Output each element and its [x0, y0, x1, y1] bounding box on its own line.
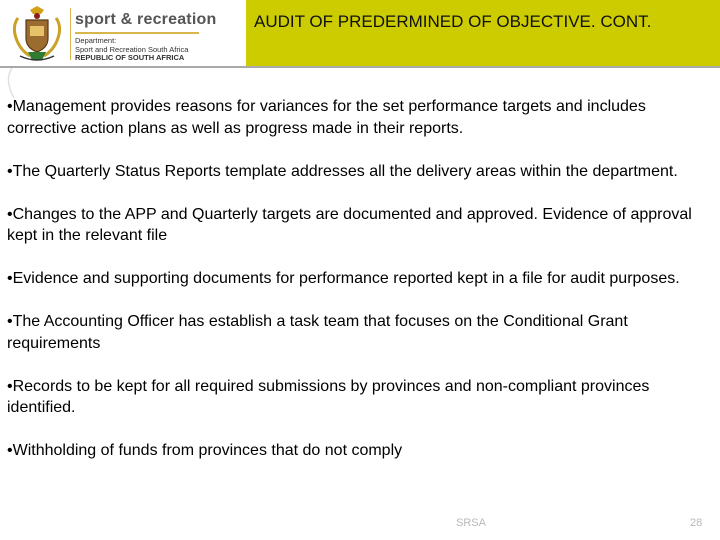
- logo-divider: [70, 8, 71, 60]
- bullet-item: •The Quarterly Status Reports template addresses all the delivery areas within the department.: [7, 162, 678, 180]
- slide-header: [0, 0, 720, 68]
- bullet-item: •Withholding of funds from provinces that do not comply: [7, 442, 403, 459]
- department-line-3: REPUBLIC OF SOUTH AFRICA: [75, 53, 185, 62]
- bullet-item: •Evidence and supporting documents for performance reported kept in a file for audit purposes.: [7, 270, 680, 287]
- bullet-list: [7, 96, 707, 483]
- bullet-item: •Changes to the APP and Quarterly targets are documented and approved. Evidence of approval kept in the relevant file: [7, 205, 692, 244]
- page-number: 28: [690, 517, 703, 529]
- title-banner: [246, 0, 720, 66]
- header-divider: [0, 66, 720, 68]
- coat-of-arms-icon: [8, 4, 66, 64]
- footer-label: SRSA: [456, 517, 486, 529]
- bullet-item: •The Accounting Officer has establish a task team that focuses on the Conditional Grant requirements: [7, 313, 628, 352]
- department-line-2: Sport and Recreation South Africa: [75, 44, 189, 54]
- department-text: [75, 37, 188, 63]
- department-logo: [0, 0, 246, 68]
- department-line-1: Department:: [75, 36, 117, 45]
- bullet-item: •Records to be kept for all required submissions by provinces and non-compliant provinces identified.: [7, 377, 650, 416]
- brand-name: sport & recreation: [75, 11, 217, 28]
- slide-title: AUDIT OF PREDERMINED OF OBJECTIVE. CONT.: [254, 12, 652, 31]
- brand-underline: [75, 32, 199, 34]
- decorative-curve: [0, 68, 24, 98]
- bullet-item: •Management provides reasons for variances for the set performance targets and includes corrective action plans as well as progress made in their reports.: [7, 98, 646, 137]
